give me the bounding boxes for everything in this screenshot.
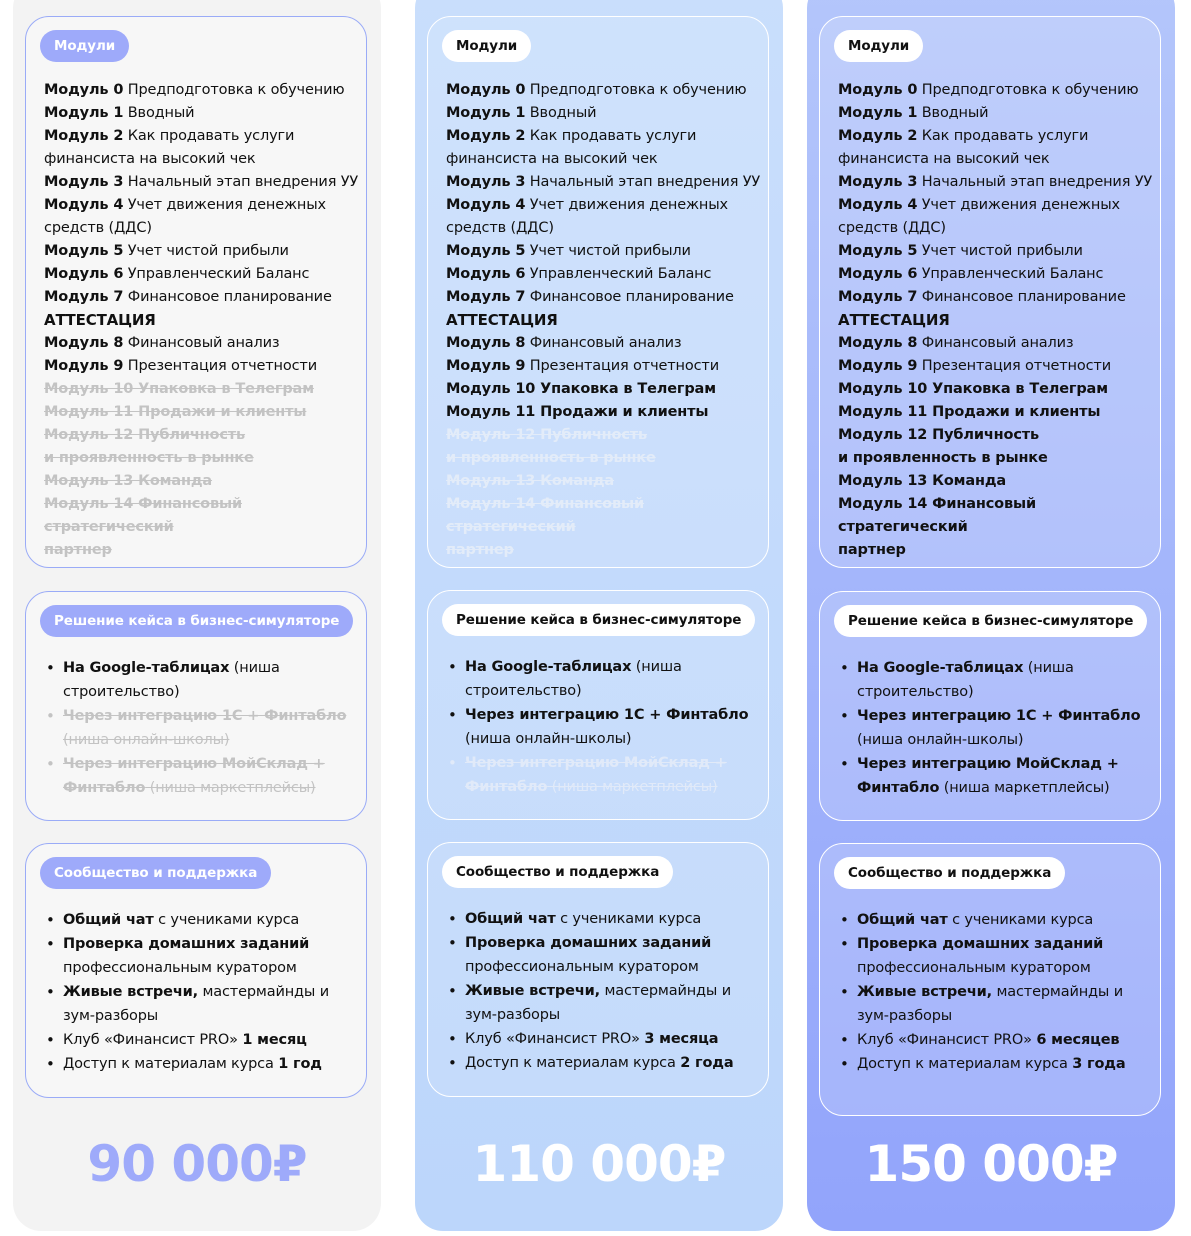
support-item-text: Доступ к материалам курса — [63, 1056, 279, 1072]
module-row — [838, 125, 1158, 171]
module-number: Модуль 9 — [838, 358, 918, 374]
module-number: Модуль 0 — [838, 82, 918, 98]
modules-pill: Модули — [834, 30, 923, 62]
module-label: Модуль 10 Упаковка в Телеграм — [838, 381, 1108, 397]
module-row — [44, 493, 364, 539]
case-item-bold: Через интеграцию 1С + Финтабло — [63, 708, 347, 724]
module-row — [446, 240, 766, 263]
support-item — [857, 932, 1149, 980]
case-item-bold: Через интеграцию 1С + Финтабло — [857, 708, 1141, 724]
case-item-text: (ниша строительство) — [63, 660, 280, 700]
case-card — [25, 591, 367, 821]
module-number: Модуль 5 — [838, 243, 918, 259]
module-row — [44, 378, 364, 401]
module-label: Модуль 14 Финансовый стратегический — [838, 496, 1036, 535]
module-title: Предподготовка к обучению — [921, 82, 1139, 98]
support-pill: Сообщество и поддержка — [40, 857, 271, 889]
support-item-text: мастермайнды и зум-разборы — [857, 984, 1123, 1024]
module-row — [838, 493, 1158, 539]
module-number: Модуль 1 — [446, 105, 526, 121]
module-title: Как продавать услуги финансиста на высокий чек — [44, 128, 295, 167]
support-item-bold: Живые встречи, — [63, 984, 198, 1000]
modules-card — [819, 16, 1161, 568]
module-label: партнер — [44, 542, 112, 558]
support-item — [465, 979, 757, 1027]
case-item-text: (ниша онлайн-школы) — [63, 732, 230, 748]
module-row — [446, 194, 766, 240]
module-number: Модуль 7 — [838, 289, 918, 305]
module-row — [838, 332, 1158, 355]
module-row — [446, 401, 766, 424]
module-row — [838, 102, 1158, 125]
module-label: Модуль 14 Финансовый стратегический — [44, 496, 242, 535]
module-row — [44, 102, 364, 125]
tier-card-premium — [807, 0, 1175, 1231]
support-item-bold: Общий чат — [465, 911, 556, 927]
support-item-text: мастермайнды и зум-разборы — [465, 983, 731, 1023]
case-item — [857, 656, 1149, 704]
module-row — [44, 194, 364, 240]
case-item-bold: Через интеграцию МойСклад + Финтабло — [63, 756, 325, 796]
support-card — [819, 843, 1161, 1116]
module-label: Модуль 11 Продажи и клиенты — [446, 404, 709, 420]
module-number: Модуль 7 — [44, 289, 124, 305]
case-item — [63, 752, 355, 800]
module-number: Модуль 3 — [838, 174, 918, 190]
support-item-bold: 1 месяц — [242, 1032, 307, 1048]
support-item-bold: 2 года — [680, 1055, 734, 1071]
module-title: Учет чистой прибыли — [529, 243, 691, 259]
support-item-text: с учениками курса — [153, 912, 300, 928]
case-item-text: (ниша онлайн-школы) — [857, 732, 1024, 748]
module-title: Управленческий Баланс — [921, 266, 1104, 282]
module-row — [838, 470, 1158, 493]
module-title: Финансовый анализ — [127, 335, 280, 351]
support-item-bold: 1 год — [278, 1056, 322, 1072]
case-item — [63, 704, 355, 752]
case-item — [857, 752, 1149, 800]
modules-list — [44, 79, 364, 562]
module-row — [446, 332, 766, 355]
support-item — [857, 1052, 1149, 1076]
module-title: Начальный этап внедрения УУ — [127, 174, 359, 190]
modules-list — [838, 79, 1158, 562]
module-row — [446, 378, 766, 401]
module-row — [44, 125, 364, 171]
module-label: Модуль 13 Команда — [446, 473, 615, 489]
support-item — [465, 907, 757, 931]
module-label: Модуль 12 Публичность — [44, 427, 246, 443]
module-number: Модуль 0 — [446, 82, 526, 98]
module-row — [838, 378, 1158, 401]
module-number: Модуль 7 — [446, 289, 526, 305]
module-number: Модуль 5 — [44, 243, 124, 259]
support-item — [63, 1028, 355, 1052]
module-label: Модуль 14 Финансовый стратегический — [446, 496, 644, 535]
price: 150 000₽ — [864, 1135, 1118, 1193]
module-row — [838, 286, 1158, 309]
module-title: Финансовый анализ — [921, 335, 1074, 351]
module-number: Модуль 8 — [44, 335, 124, 351]
case-item-bold: Через интеграцию МойСклад + Финтабло — [857, 756, 1119, 796]
support-item-bold: 3 месяца — [644, 1031, 719, 1047]
module-label: Модуль 11 Продажи и клиенты — [44, 404, 307, 420]
support-item — [857, 1028, 1149, 1052]
modules-card — [427, 16, 769, 568]
module-title: Предподготовка к обучению — [127, 82, 345, 98]
module-label: партнер — [838, 542, 906, 558]
module-title: Вводный — [127, 105, 195, 121]
module-row — [446, 286, 766, 309]
module-number: Модуль 1 — [838, 105, 918, 121]
module-label: Модуль 13 Команда — [44, 473, 213, 489]
support-item-text: Клуб «Финансист PRO» — [465, 1031, 645, 1047]
module-row — [446, 355, 766, 378]
module-number: Модуль 5 — [446, 243, 526, 259]
module-number: Модуль 3 — [446, 174, 526, 190]
support-item-text: мастермайнды и зум-разборы — [63, 984, 329, 1024]
module-row — [838, 263, 1158, 286]
module-title: Управленческий Баланс — [529, 266, 712, 282]
module-number: Модуль 2 — [44, 128, 124, 144]
price: 110 000₽ — [472, 1135, 726, 1193]
support-card — [427, 842, 769, 1097]
module-number: Модуль 6 — [838, 266, 918, 282]
module-number: Модуль 0 — [44, 82, 124, 98]
module-row — [446, 447, 766, 470]
module-row — [446, 539, 766, 562]
case-item — [465, 703, 757, 751]
modules-list — [446, 79, 766, 562]
case-pill: Решение кейса в бизнес-симуляторе — [834, 605, 1147, 637]
support-item-text: профессиональным куратором — [63, 960, 297, 976]
module-row — [446, 263, 766, 286]
support-item-text: Клуб «Финансист PRO» — [857, 1032, 1037, 1048]
support-item-bold: Живые встречи, — [857, 984, 992, 1000]
module-attestation: АТТЕСТАЦИЯ — [838, 311, 950, 329]
module-title: Финансовое планирование — [127, 289, 332, 305]
case-item — [63, 656, 355, 704]
module-title: Презентация отчетности — [127, 358, 317, 374]
case-item-bold: Через интеграцию МойСклад + Финтабло — [465, 755, 727, 795]
support-item-bold: Проверка домашних заданий — [63, 936, 310, 952]
module-row — [44, 470, 364, 493]
support-item — [63, 908, 355, 932]
support-item-text: Доступ к материалам курса — [857, 1056, 1073, 1072]
module-number: Модуль 3 — [44, 174, 124, 190]
module-number: Модуль 4 — [838, 197, 918, 213]
module-row — [44, 263, 364, 286]
module-number: Модуль 9 — [44, 358, 124, 374]
module-attestation: АТТЕСТАЦИЯ — [446, 311, 558, 329]
support-item-bold: Живые встречи, — [465, 983, 600, 999]
case-item — [465, 655, 757, 703]
tier-card-standard — [415, 0, 783, 1231]
support-item — [63, 932, 355, 980]
tier-card-basic — [13, 0, 381, 1231]
module-title: Финансовое планирование — [921, 289, 1126, 305]
module-label: и проявленность в рынке — [44, 450, 254, 466]
module-title: Начальный этап внедрения УУ — [921, 174, 1153, 190]
support-item — [465, 1027, 757, 1051]
support-item — [857, 980, 1149, 1028]
module-row — [446, 125, 766, 171]
module-label: и проявленность в рынке — [446, 450, 656, 466]
case-card — [427, 590, 769, 820]
module-number: Модуль 2 — [838, 128, 918, 144]
support-item-text: профессиональным куратором — [465, 959, 699, 975]
module-title: Финансовый анализ — [529, 335, 682, 351]
module-label: Модуль 10 Упаковка в Телеграм — [44, 381, 314, 397]
support-item-text: Доступ к материалам курса — [465, 1055, 681, 1071]
case-item-text: (ниша строительство) — [857, 660, 1074, 700]
support-item-bold: Проверка домашних заданий — [465, 935, 712, 951]
module-number: Модуль 6 — [446, 266, 526, 282]
module-title: Вводный — [529, 105, 597, 121]
module-row — [44, 79, 364, 102]
module-row — [838, 539, 1158, 562]
support-pill: Сообщество и поддержка — [442, 856, 673, 888]
module-row — [838, 447, 1158, 470]
support-item-text: Клуб «Финансист PRO» — [63, 1032, 243, 1048]
module-number: Модуль 9 — [446, 358, 526, 374]
support-pill: Сообщество и поддержка — [834, 857, 1065, 889]
module-row — [446, 79, 766, 102]
module-row — [44, 539, 364, 562]
module-title: Начальный этап внедрения УУ — [529, 174, 761, 190]
support-list — [857, 908, 1149, 1076]
module-label: партнер — [446, 542, 514, 558]
module-row — [44, 286, 364, 309]
case-item-bold: На Google-таблицах — [465, 659, 632, 675]
support-item-bold: 3 года — [1072, 1056, 1126, 1072]
module-label: Модуль 12 Публичность — [838, 427, 1040, 443]
support-item — [465, 931, 757, 979]
module-title: Презентация отчетности — [529, 358, 719, 374]
module-row — [838, 355, 1158, 378]
module-label: Модуль 12 Публичность — [446, 427, 648, 443]
modules-card — [25, 16, 367, 568]
module-row — [446, 493, 766, 539]
support-item-bold: Проверка домашних заданий — [857, 936, 1104, 952]
support-list — [465, 907, 757, 1075]
module-title: Вводный — [921, 105, 989, 121]
module-title: Учет движения денежных средств (ДДС) — [838, 197, 1120, 236]
module-number: Модуль 4 — [446, 197, 526, 213]
module-number: Модуль 2 — [446, 128, 526, 144]
support-list — [63, 908, 355, 1076]
module-row — [446, 171, 766, 194]
module-title: Как продавать услуги финансиста на высокий чек — [446, 128, 697, 167]
modules-pill: Модули — [442, 30, 531, 62]
module-row — [44, 447, 364, 470]
case-list — [63, 656, 355, 800]
case-item-text: (ниша маркетплейсы) — [547, 779, 718, 795]
module-title: Учет движения денежных средств (ДДС) — [446, 197, 728, 236]
support-item — [465, 1051, 757, 1075]
module-row — [446, 102, 766, 125]
case-pill: Решение кейса в бизнес-симуляторе — [442, 604, 755, 636]
case-pill: Решение кейса в бизнес-симуляторе — [40, 605, 353, 637]
module-row — [446, 470, 766, 493]
case-item — [465, 751, 757, 799]
support-item — [63, 980, 355, 1028]
case-item-bold: На Google-таблицах — [857, 660, 1024, 676]
module-row — [838, 79, 1158, 102]
module-number: Модуль 6 — [44, 266, 124, 282]
modules-pill: Модули — [40, 30, 129, 62]
module-title: Учет чистой прибыли — [921, 243, 1083, 259]
case-item-bold: На Google-таблицах — [63, 660, 230, 676]
module-number: Модуль 1 — [44, 105, 124, 121]
module-number: Модуль 8 — [446, 335, 526, 351]
module-row — [838, 194, 1158, 240]
support-item-text: с учениками курса — [947, 912, 1094, 928]
support-item-text: с учениками курса — [555, 911, 702, 927]
price: 90 000₽ — [87, 1135, 307, 1193]
module-title: Учет чистой прибыли — [127, 243, 289, 259]
module-row — [44, 424, 364, 447]
module-title: Предподготовка к обучению — [529, 82, 747, 98]
module-row — [44, 401, 364, 424]
module-row — [44, 171, 364, 194]
case-item-text: (ниша маркетплейсы) — [939, 780, 1110, 796]
module-title: Учет движения денежных средств (ДДС) — [44, 197, 326, 236]
case-list — [465, 655, 757, 799]
support-item-text: профессиональным куратором — [857, 960, 1091, 976]
module-row — [838, 240, 1158, 263]
support-item-bold: Общий чат — [857, 912, 948, 928]
module-label: Модуль 13 Команда — [838, 473, 1007, 489]
module-row — [44, 240, 364, 263]
module-title: Финансовое планирование — [529, 289, 734, 305]
case-item-text: (ниша строительство) — [465, 659, 682, 699]
support-item-bold: 6 месяцев — [1036, 1032, 1120, 1048]
module-title: Как продавать услуги финансиста на высокий чек — [838, 128, 1089, 167]
case-card — [819, 591, 1161, 821]
support-item — [857, 908, 1149, 932]
support-item-bold: Общий чат — [63, 912, 154, 928]
module-row — [838, 424, 1158, 447]
module-attestation: АТТЕСТАЦИЯ — [44, 311, 156, 329]
case-item-bold: Через интеграцию 1С + Финтабло — [465, 707, 749, 723]
module-row — [44, 355, 364, 378]
support-item — [63, 1052, 355, 1076]
module-row — [44, 332, 364, 355]
module-number: Модуль 8 — [838, 335, 918, 351]
support-card — [25, 843, 367, 1098]
module-title: Управленческий Баланс — [127, 266, 310, 282]
module-label: и проявленность в рынке — [838, 450, 1048, 466]
module-number: Модуль 4 — [44, 197, 124, 213]
module-row — [446, 424, 766, 447]
module-label: Модуль 11 Продажи и клиенты — [838, 404, 1101, 420]
case-item-text: (ниша онлайн-школы) — [465, 731, 632, 747]
case-item — [857, 704, 1149, 752]
module-label: Модуль 10 Упаковка в Телеграм — [446, 381, 716, 397]
module-row — [838, 401, 1158, 424]
case-list — [857, 656, 1149, 800]
case-item-text: (ниша маркетплейсы) — [145, 780, 316, 796]
module-title: Презентация отчетности — [921, 358, 1111, 374]
module-row — [838, 171, 1158, 194]
